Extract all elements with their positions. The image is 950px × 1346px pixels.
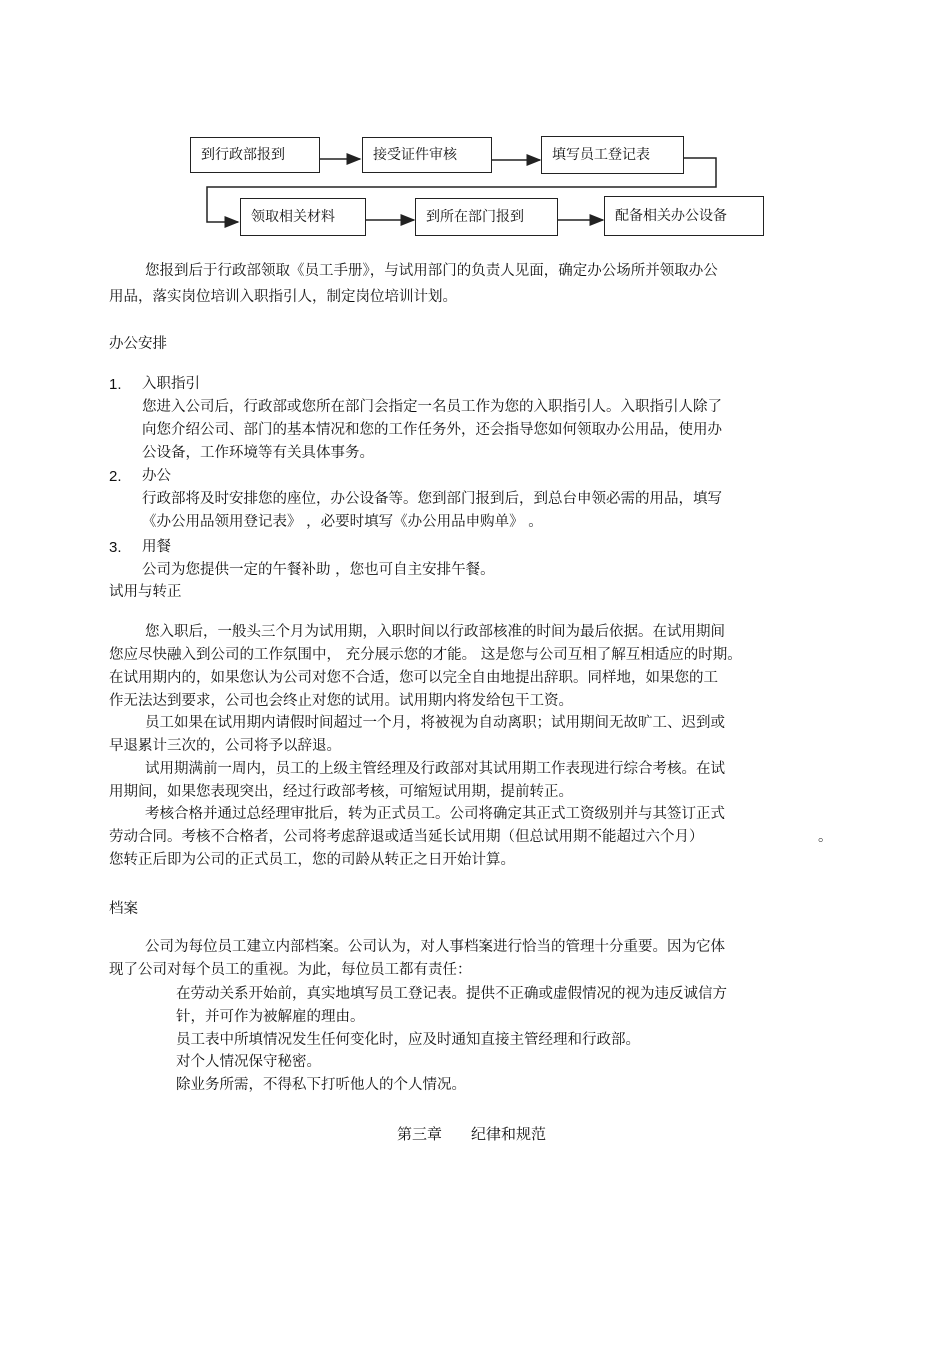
archive-item: 对个人情况保守秘密。 [176,1054,321,1070]
item-line: 您进入公司后，行政部或您所在部门会指定一名员工作为您的入职指引人。入职指引人除了 [142,399,722,415]
probation-line-period: 。 [818,829,833,845]
flow-step-1: 到行政部报到 [190,137,320,173]
section-heading-office: 办公安排 [109,336,167,352]
flow-step-3: 填写员工登记表 [541,136,684,174]
archive-item: 除业务所需，不得私下打听他人的个人情况。 [176,1077,466,1093]
probation-line: 早退累计三次的，公司将予以辞退。 [109,738,341,754]
item-line: 行政部将及时安排您的座位，办公设备等。您到部门报到后，到总台申领必需的用品，填写 [142,491,722,507]
archive-item: 针，并可作为被解雇的理由。 [176,1009,365,1025]
item-title: 入职指引 [142,376,200,392]
archive-item: 员工表中所填情况发生任何变化时，应及时通知直接主管经理和行政部。 [176,1032,640,1048]
flow-step-5: 到所在部门报到 [415,198,558,236]
probation-line: 作无法达到要求，公司也会终止对您的试用。试用期内将发给包干工资。 [109,693,573,709]
item-line: 公设备，工作环境等有关具体事务。 [142,445,374,461]
probation-line: 在试用期内的，如果您认为公司对您不合适，您可以完全自由地提出辞职。同样地，如果您的工 [109,670,718,686]
probation-line: 您入职后，一般头三个月为试用期，入职时间以行政部核准的时间为最后依据。在试用期间 [145,624,725,640]
archive-item: 在劳动关系开始前，真实地填写员工登记表。提供不正确或虚假情况的视为违反诚信方 [176,986,727,1002]
item-number: 3. [109,539,122,556]
intro-line-1: 您报到后于行政部领取《员工手册》，与试用部门的负责人见面，确定办公场所并领取办公 [145,263,718,279]
probation-line: 员工如果在试用期内请假时间超过一个月，将被视为自动离职；试用期间无故旷工、迟到或 [145,715,725,731]
item-line: 《办公用品领用登记表》 ，必要时填写《办公用品申购单》 。 [142,514,543,530]
intro-line-2: 用品，落实岗位培训入职指引人，制定岗位培训计划。 [109,289,457,305]
probation-line: 您转正后即为公司的正式员工，您的司龄从转正之日开始计算。 [109,852,515,868]
item-number: 2. [109,468,122,485]
item-line: 公司为您提供一定的午餐补助 ，您也可自主安排午餐。 [142,562,495,578]
item-title: 办公 [142,468,171,484]
section-heading-archive: 档案 [109,901,138,917]
probation-line: 试用期满前一周内，员工的上级主管经理及行政部对其试用期工作表现进行综合考核。在试 [145,761,725,777]
item-number: 1. [109,376,122,393]
section-heading-probation: 试用与转正 [109,584,182,600]
flow-step-4: 领取相关材料 [240,198,366,236]
probation-line: 考核合格并通过总经理审批后，转为正式员工。公司将确定其正式工资级别并与其签订正式 [145,806,725,822]
probation-line: 劳动合同。考核不合格者，公司将考虑辞退或适当延长试用期（但总试用期不能超过六个月） [109,829,704,845]
probation-line: 用期间，如果您表现突出，经过行政部考核，可缩短试用期，提前转正。 [109,784,573,800]
item-line: 向您介绍公司、部门的基本情况和您的工作任务外，还会指导您如何领取办公用品，使用办 [142,422,722,438]
onboarding-flowchart [0,0,950,250]
chapter-title: 纪律和规范 [471,1125,547,1143]
flow-step-2: 接受证件审核 [362,137,492,173]
archive-line: 现了公司对每个员工的重视。为此，每位员工都有责任： [109,962,472,978]
chapter-number: 第三章 [397,1125,443,1143]
flow-step-6: 配备相关办公设备 [604,196,764,236]
item-title: 用餐 [142,539,171,555]
archive-line: 公司为每位员工建立内部档案。公司认为，对人事档案进行恰当的管理十分重要。因为它体 [145,939,725,955]
probation-line: 您应尽快融入到公司的工作氛围中， 充分展示您的才能。 这是您与公司互相了解互相适应的时期。 [109,647,742,663]
